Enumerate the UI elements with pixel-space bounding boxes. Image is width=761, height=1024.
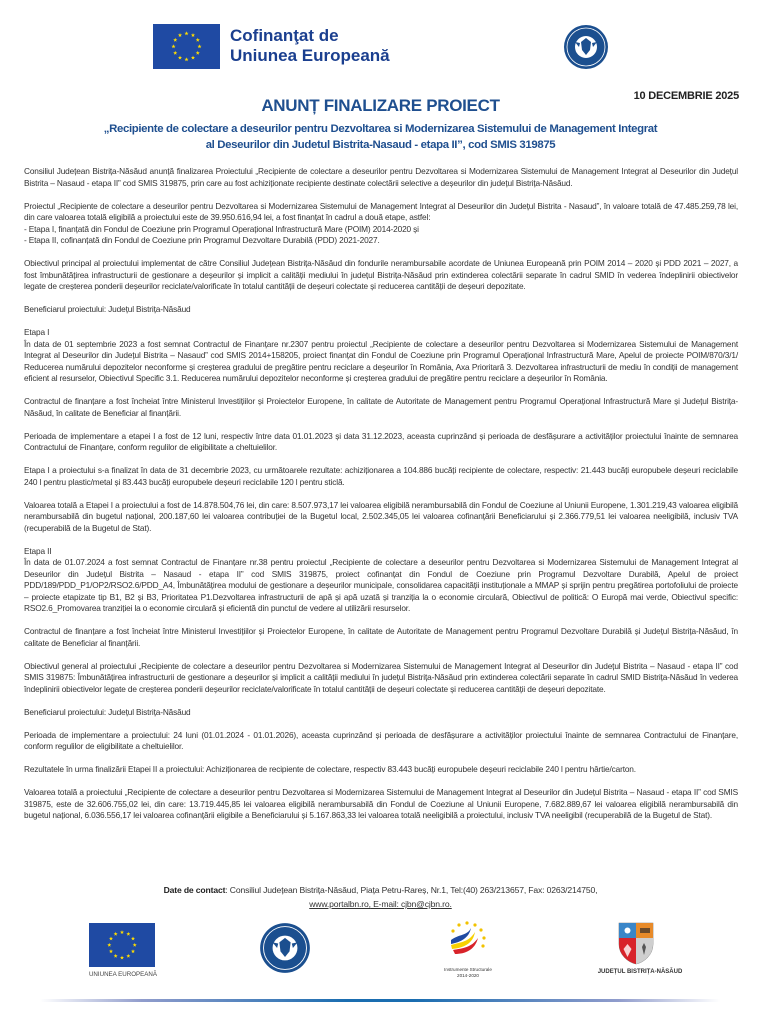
paragraph-etapa2-beneficiary: Beneficiarul proiectului: Județul Bistrița-Năsăud: [24, 706, 191, 717]
instrumente-structurale-label: [430, 967, 506, 978]
eu-star-icon: [184, 57, 188, 61]
footer-divider: [40, 999, 720, 1002]
header: [0, 0, 761, 85]
project-subtitle: [40, 121, 721, 153]
contact-label: Date de contact: [163, 885, 226, 895]
judetul-bistrita-nasaud-crest-icon: [618, 922, 654, 965]
subtitle-line1: „Recipiente de colectare a deseurilor pentru Dezvoltarea si Modernizarea Sistemului de Management Integrat: [103, 123, 658, 135]
eu-star-icon: [191, 56, 195, 60]
paragraph-etapa2-funding: - Etapa II, cofinanțată din Fondul de Coeziune prin Programul Dezvoltare Durabilă (PDD) 2021-2027.: [24, 235, 380, 245]
eu-star-icon: [131, 949, 135, 953]
eu-star-icon: [131, 936, 135, 940]
is-label-line2: 2014-2020: [457, 972, 479, 978]
eu-star-icon: [114, 954, 118, 958]
eu-star-icon: [196, 51, 200, 55]
eu-star-icon: [171, 44, 175, 48]
eu-star-icon: [173, 38, 177, 42]
eu-star-icon: [114, 932, 118, 936]
eu-flag-icon: [153, 24, 220, 69]
contact-info: [0, 883, 761, 911]
cofinantat-line1: Cofinanţat de: [230, 26, 339, 45]
eu-star-icon: [178, 33, 182, 37]
paragraph-main-objective: Obiectivul principal al proiectului implementat de către Consiliul Județean Bistrița-Năsăud din fondurile nerambursabile acordate de Uniunea Europeană prin POIM 2014 – 2020 și PDD 2021 – 2027, a fost îmbunătățirea infrastructurii de gestionare a deșeurilor și implicit a calității mediului în județul Bistrița-Năsăud prin extinderea colectării separate în cadrul SMID în vederea îndeplinirii obiectivelor legate de creșterea ponderii deșeurilor reciclate/valorificate în totalul cantității de deșeuri colectate și reducerea cantității de deșeuri depozitate.: [24, 258, 738, 291]
eu-star-icon: [109, 936, 113, 940]
page-title: ANUNȚ FINALIZARE PROIECT: [261, 96, 500, 115]
eu-flag-footer-icon: [89, 923, 155, 967]
eu-star-icon: [178, 56, 182, 60]
announcement-body: [24, 166, 738, 833]
cofinantat-line2: Uniunea Europeană: [230, 46, 390, 65]
announcement-date: 10 DECEMBRIE 2025: [633, 90, 739, 102]
heading-etapa-1: Etapa I: [24, 327, 50, 337]
paragraph-etapa1-parties: Contractul de finanțare a fost încheiat între Ministerul Investițiilor și Proiectelor Europene, în calitate de Autoritate de Management pentru Programul Operațional Infrastructură Mare și Județul Bistrița-Năsăud, în calitate de Beneficiar al finanțării.: [24, 396, 738, 418]
paragraph-etapa2-contract: În data de 01.07.2024 a fost semnat Contractul de Finanțare nr.38 pentru proiectul „Recipiente de colectare a deseurilor pentru Dezvoltarea si Modernizarea Sistemului de Management Integrat al Deseurilor din Județul Bistrita – Nasaud - etapa II” cod SMIS 319875, proiect cofinanțat din Fondul de Coeziune prin Programul Dezvoltare Durabilă, Apelul de proiect PDD/189/PDD_P1/OP2/RSO2.6/PDD_A4, Îmbunătățirea modului de gestionare a deșeurilor municipale, consolidarea capacității instituționale a MMAP și sprijin pentru pregătirea portofoliului de proiecte – proiecte etapizate tip B1, B2 și B3, Prioritatea P1.Dezvoltarea infrastructurii de apă și apă uzată și tranziția la o economie circulară, Obiectivul de politică: O Europă mai verde, Obiectivul specific: RSO2.6_Promovarea tranziției la o economie circulară și eficientă din punctul de vedere al utilizării resurselor.: [24, 557, 738, 613]
paragraph-etapa2-period: Perioada de implementare a proiectului: 24 luni (01.01.2024 - 01.01.2026), aceasta cuprinzând și perioada de desfășurare a activităților proiectului înainte de semnarea Contractului de Finanțare, conform regulilor de eligibilitate a cheltuielilor.: [24, 729, 738, 751]
eu-star-icon: [133, 943, 137, 947]
crest-label: JUDEȚUL BISTRIȚA-NĂSĂUD: [597, 969, 683, 975]
paragraph-etapa2-objective: Obiectivul general al proiectului „Recipiente de colectare a deseurilor pentru Dezvoltarea si Modernizarea Sistemului de Management Integrat al Deseurilor din Județul Bistrita – Nasaud - etapa II” cod SMIS 319875: Îmbunătățirea infrastructurii de gestionare a deșeurilor și implicit a calității mediului în județul Bistrița-Năsăud prin extinderea colectării separate în cadrul SMID Bistrița-Năsăud în vederea îndeplinirii obiectivelor legate de creșterea ponderii deșeurilor reciclate/valorificate în totalul cantității de deșeuri colectate și reducerea cantității de deșeuri depozitate.: [24, 660, 738, 694]
paragraph-etapa1-funding: - Etapa I, finanțată din Fondul de Coeziune prin Programul Operațional Infrastructură Mare (POIM) 2014-2020 și: [24, 223, 419, 234]
email-link[interactable]: cjbn@cjbn.ro.: [401, 899, 452, 909]
paragraph-etapa2-results: Rezultatele în urma finalizării Etapei II a proiectului: Achiziționarea de recipiente de colectare, respectiv 83.443 bucăți europubele deșeuri reciclabile 240 l pentru hârtie/carton.: [24, 764, 636, 774]
heading-etapa-2: Etapa II: [24, 545, 52, 556]
eu-star-icon: [196, 38, 200, 42]
paragraph-etapa1-value: Valoarea totală a Etapei I a proiectului a fost de 14.878.504,76 lei, din care: 8.507.973,17 lei valoarea eligibilă nerambursabilă din Fondul de Coeziune al Uniunii Europene, 1.301.219,43 valoarea eligibilă nerambursabilă din bugetul național, 200.187,60 lei valoarea contribuției de la Bugetul local, 2.502.345,05 lei valoarea cofinanțării Beneficiarului și 2.366.779,51 lei valoarea neeligibilă, inclusiv TVA (recuperabilă de la Bugetul de Stat).: [24, 499, 738, 533]
email-label: E-mail:: [370, 899, 402, 909]
paragraph-project-value: Proiectul „Recipiente de colectare a deseurilor pentru Dezvoltarea si Modernizarea Sistemului de Management Integrat al Deseurilor din Județul Bistrita - Nasaud”, în valoare totală de 47.485.259,78 lei, din care valoarea totală eligibilă a proiectului este de 39.950.616,94 lei, a fost finanțat în cadrul a două etape, astfel:: [24, 200, 738, 222]
eu-star-icon: [109, 949, 113, 953]
website-link[interactable]: www.portalbn.ro,: [309, 899, 371, 909]
eu-star-icon: [184, 31, 188, 35]
subtitle-line2: al Deseurilor din Judetul Bistrita-Nasaud - etapa II”, cod SMIS 319875: [205, 139, 556, 151]
eu-star-icon: [120, 930, 124, 934]
eu-label: UNIUNEA EUROPEANĂ: [88, 971, 158, 978]
paragraph-etapa2-parties: Contractul de finanțare a fost încheiat între Ministerul Investițiilor și Proiectelor Europene, în calitate de Autoritate de Management pentru Programul Dezvoltare Durabilă și Județul Bistrița-Năsăud, în calitate de Beneficiar al finanțării.: [24, 626, 738, 648]
paragraph-intro: Consiliul Județean Bistrița-Năsăud anunță finalizarea Proiectului „Recipiente de colectare a deseurilor pentru Dezvoltarea si Modernizarea Sistemului de Management Integrat al Deseurilor din Județul Bistrita – Nasaud - etapa II” cod SMIS 319875, prin care au fost achiziționate recipiente destinate colectării selective a deșeurilor din județul Bistrița-Năsăud.: [24, 166, 738, 188]
eu-star-icon: [173, 51, 177, 55]
guvernul-romaniei-footer-icon: [259, 922, 311, 974]
paragraph-etapa1-results: Etapa I a proiectului s-a finalizat în data de 31 decembrie 2023, cu următoarele rezultate: achiziționarea a 104.886 bucăți recipiente de colectare, respectiv: 21.443 bucăți europubele deșeuri reciclabile 240 l pentru plastic/metal și 83.443 bucăți europubele deșeuri reciclabile 120 l pentru sticlă.: [24, 465, 738, 487]
guvernul-romaniei-seal-icon: [563, 24, 609, 70]
eu-star-icon: [126, 932, 130, 936]
paragraph-etapa1-period: Perioada de implementare a etapei I a fost de 12 luni, respectiv între data 01.01.2023 și data 31.12.2023, aceasta cuprinzând și perioada de desfășurare a activităților proiectului înainte de semnarea Contractului de Finanțare, conform regulilor de eligibilitate a cheltuielilor.: [24, 430, 738, 452]
instrumente-structurale-icon: [445, 920, 491, 966]
eu-stars-footer: [89, 923, 155, 967]
paragraph-etapa2-value: Valoarea totală a proiectului „Recipiente de colectare a deseurilor pentru Dezvoltarea si Modernizarea Sistemului de Management Integrat al Deseurilor din Județul Bistrita – Nasaud - etapa II” cod SMIS 319875, este de 32.606.755,02 lei, din care: 13.719.445,85 lei valoarea eligibilă nerambursabilă din Fondul de Coeziune al Uniunii Europene, 7.682.889,67 lei valoarea eligibilă nerambursabilă din bugetul național, 6.036.556,17 lei valoarea cofinanțării eligibile a Beneficiarului și 5.167.863,33 lei valoarea totală neeligibilă a proiectului, inclusiv TVA neeligibil (recuperabilă de la Bugetul de Stat).: [24, 787, 738, 820]
is-label-line1: Instrumente Structurale: [444, 967, 492, 972]
eu-star-icon: [191, 33, 195, 37]
paragraph-beneficiary: Beneficiarul proiectului: Județul Bistrița-Năsăud: [24, 304, 191, 314]
footer-logos: [0, 918, 761, 990]
contact-address: : Consiliul Județean Bistrița-Năsăud, Piața Petru-Rareș, Nr.1, Tel:(40) 263/213657, Fax: 0263/214750,: [225, 885, 598, 895]
eu-star-icon: [197, 44, 201, 48]
eu-star-icon: [126, 954, 130, 958]
eu-stars: [153, 24, 220, 69]
eu-star-icon: [107, 943, 111, 947]
paragraph-etapa1-contract: În data de 01 septembrie 2023 a fost semnat Contractul de Finanțare nr.2307 pentru proiectul „Recipiente de colectare a deseurilor pentru Dezvoltarea si Modernizarea Sistemului de Management Integrat al Deseurilor din Județul Bistrita – Nasaud” cod SMIS 2014+158205, proiect finanțat din Fondul de Coeziune prin Programul Operațional Infrastructură Mare, Apelul de proiecte POIM/870/3/1/ Reducerea numărului depozitelor neconforme și creșterea gradului de pregătire pentru reciclare a deșeurilor în România, Axa Prioritară 3. Dezvoltarea infrastructurii de mediu în condiții de management eficient al resurselor, Obiectivul Specific 3.1. Reducerea numărului depozitelor neconforme și creșterea gradului de pregătire pentru reciclare a deșeurilor în România.: [24, 338, 738, 383]
cofinantat-text: [230, 26, 390, 66]
eu-star-icon: [120, 956, 124, 960]
